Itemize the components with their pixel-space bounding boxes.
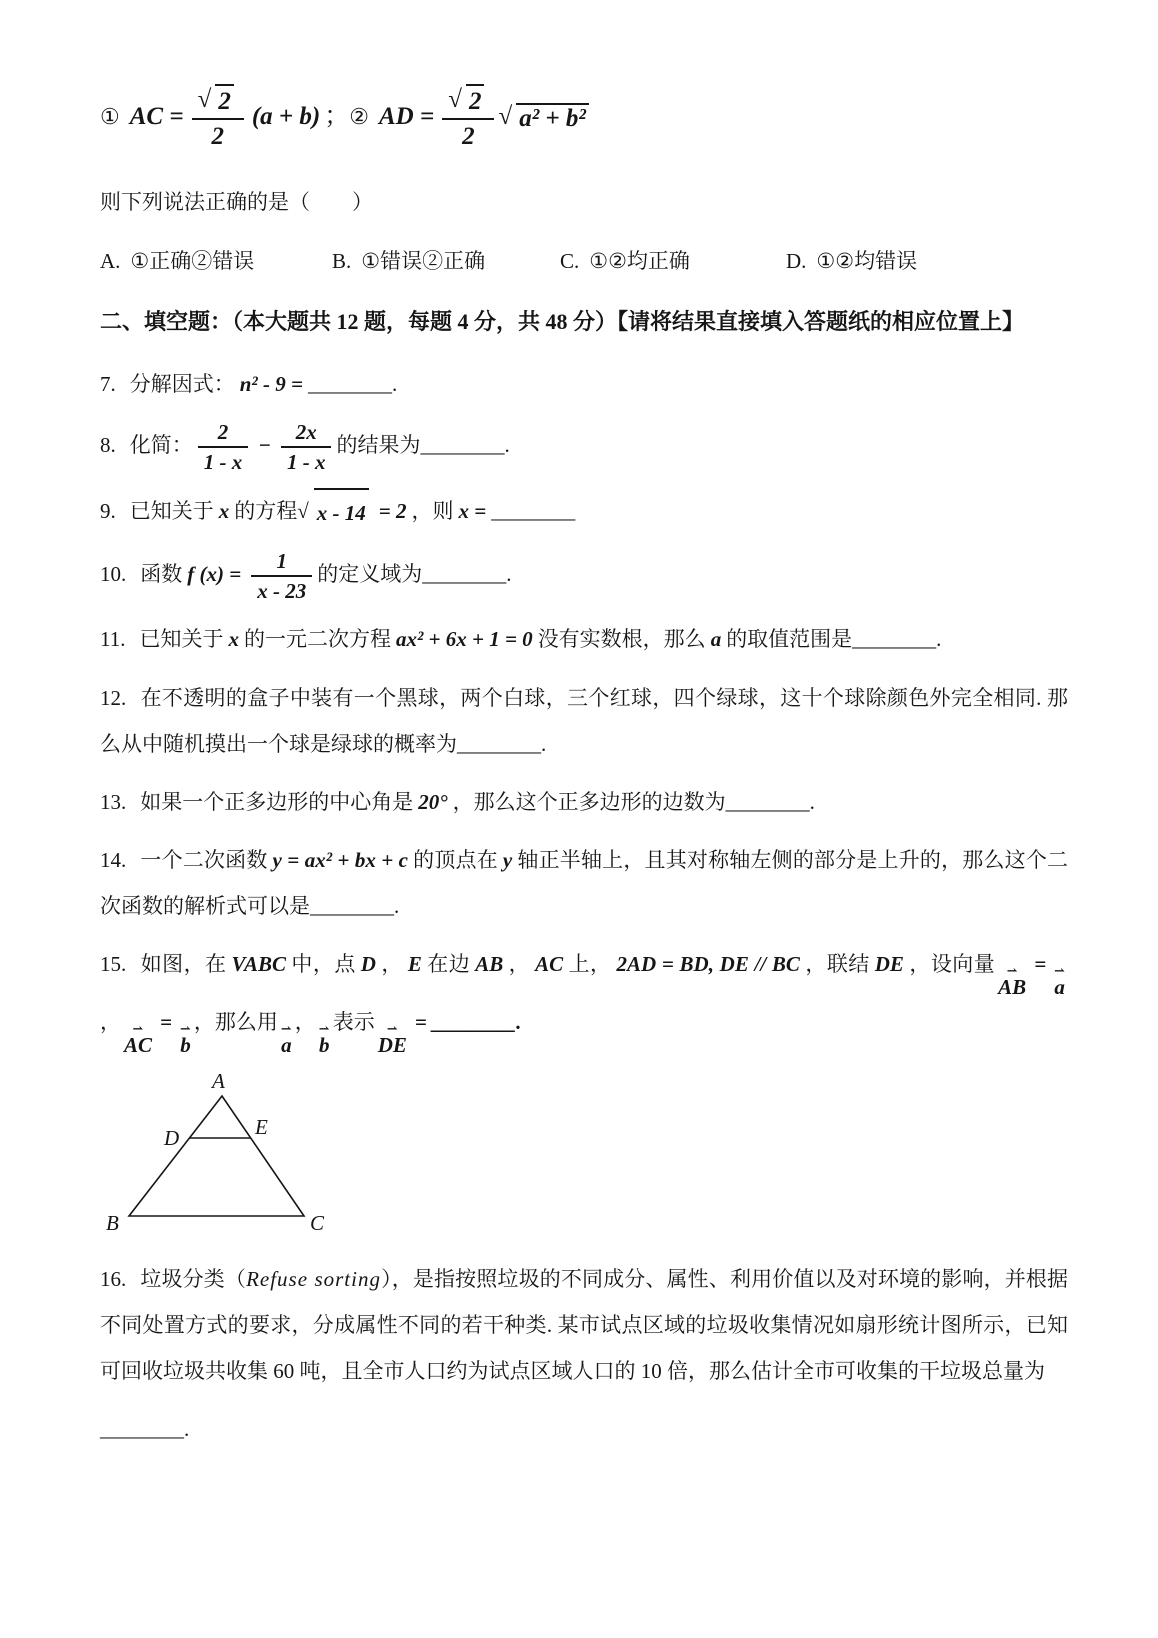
question-14-text-2: 的顶点在 (413, 848, 498, 873)
question-15-text-6: ，设向量 (908, 952, 996, 977)
vector-letter: a (1054, 975, 1065, 1000)
problem-6-formulas (100, 84, 1068, 153)
formula-separator: ； (324, 102, 350, 130)
formula-1-marker: ① (100, 103, 120, 129)
question-6-options (100, 239, 1068, 283)
vector-DE (377, 1020, 407, 1057)
question-14-text-1: 一个二次函数 (140, 848, 268, 873)
formula-2-lhs: AD = (378, 102, 435, 130)
central-angle-value: 20° (418, 789, 448, 814)
formula-2-marker: ② (349, 103, 369, 129)
sqrt-icon: √ (197, 86, 212, 113)
triangle-ABC-notation: VABC (231, 952, 286, 977)
vector-arrow-icon: ⇀ (1006, 963, 1018, 979)
formula-2-fraction (442, 84, 494, 153)
refuse-sorting-english: Refuse sorting (246, 1266, 381, 1291)
question-15-text-2: 中，点 (290, 952, 356, 977)
formula-2-radical (498, 103, 592, 133)
question-10-text-1: 函数 (140, 561, 183, 586)
fraction-denominator: 1 - x (203, 450, 243, 475)
question-13-text-2: ，那么这个正多边形的边数为________. (452, 789, 815, 814)
triangle-figure (104, 1068, 354, 1236)
formula-2-denominator: 2 (462, 123, 475, 151)
question-16-text-2: ），是指按照垃圾的不同成分、属性、利用价值以及对环境的影响，并根据不同处置方式的要求，分成属性不同的若干种类. 某市试点区域的垃圾收集情况如扇形统计图所示，已知可回收垃圾共收集 60 吨，且全市人口约为试点区域人口的 10 倍，那么估计全市可收集的干垃圾总量为 (100, 1266, 1069, 1383)
question-9 (100, 488, 1068, 536)
option-a[interactable] (100, 239, 332, 283)
vector-a (1054, 965, 1065, 998)
question-16-text-1: 垃圾分类（ (140, 1266, 247, 1291)
question-8-tail: 的结果为________. (336, 433, 510, 458)
question-15-text-3: 在边 (426, 952, 471, 977)
vector-letter: DE (377, 1032, 407, 1057)
question-15-text-8: 表示 (332, 1009, 375, 1034)
question-11-text-4: 的取值范围是________. (726, 627, 942, 652)
question-9-text-2: 的方程 (234, 498, 298, 523)
option-a-text: ①正确②错误 (130, 248, 255, 273)
triangle-ABC-outline (129, 1096, 304, 1216)
radicand: a² + b² (516, 103, 589, 133)
vector-letter: AB (998, 975, 1027, 1000)
question-12-text: 在不透明的盒子中装有一个黑球，两个白球，三个红球，四个绿球，这十个球除颜色外完全相同. 那么从中随机摸出一个球是绿球的概率为________. (100, 685, 1068, 756)
question-9-answer-lhs: x = (458, 498, 487, 523)
question-8-label: 化简： (129, 433, 193, 458)
point-label-D: D (164, 1125, 180, 1150)
question-10-number: 10. (100, 561, 127, 586)
vector-arrow-icon: ⇀ (1054, 963, 1066, 979)
question-12 (100, 675, 1068, 767)
option-b-label: B. (332, 248, 352, 273)
option-d[interactable] (786, 239, 1068, 283)
option-c-label: C. (560, 248, 580, 273)
question-7-number: 7. (100, 371, 116, 396)
vector-arrow-icon: ⇀ (318, 1020, 330, 1036)
question-15-figure (104, 1068, 1068, 1242)
question-15 (100, 941, 1068, 1055)
question-16 (100, 1256, 1068, 1395)
segment-DE-notation: DE (874, 952, 904, 977)
fraction-denominator: 1 - x (286, 450, 326, 475)
section-2-title: 二、填空题：（本大题共 12 题，每题 4 分，共 48 分）【请将结果直接填入答题纸的相应位置上】 (100, 308, 1025, 334)
question-7 (100, 361, 1068, 407)
fraction-numerator: 2x (281, 419, 332, 448)
vertex-label-B: B (106, 1210, 119, 1235)
option-b[interactable] (332, 239, 560, 283)
question-11-text-1: 已知关于 (139, 627, 224, 652)
fraction-denominator: x - 23 (257, 579, 307, 604)
quadratic-function: y = ax² + bx + c (272, 848, 408, 873)
comma: ， (380, 952, 403, 977)
question-10-tail: 的定义域为________. (317, 561, 512, 586)
minus-sign: − (258, 433, 271, 458)
fraction-numerator: 2 (198, 419, 249, 448)
question-15-answer-blank: = ________. (414, 1009, 522, 1034)
vector-letter: AC (124, 1032, 153, 1057)
vector-b (179, 1020, 191, 1057)
question-15-text-1: 如图，在 (140, 952, 227, 977)
vector-letter: a (281, 1032, 292, 1057)
comma: ， (294, 1009, 316, 1034)
variable-x: x (228, 627, 239, 652)
quadratic-equation: ax² + 6x + 1 = 0 (395, 627, 533, 652)
point-D: D (360, 952, 376, 977)
question-10-fraction (251, 548, 312, 605)
fraction-numerator: 1 (251, 548, 312, 577)
question-7-label: 分解因式： (129, 371, 235, 396)
vector-arrow-icon: ⇀ (179, 1020, 191, 1036)
question-8-fraction-2 (281, 419, 332, 476)
vector-letter: b (180, 1032, 191, 1057)
question-14-number: 14. (100, 848, 127, 873)
formula-1-fraction (192, 84, 244, 153)
vertex-label-C: C (310, 1210, 325, 1235)
equals-sign: = (160, 1009, 172, 1034)
question-7-expression: n² - 9 = (239, 371, 303, 396)
radicand: x - 14 (314, 488, 369, 536)
sqrt-expression (448, 84, 488, 117)
answer-blank: ________ (307, 371, 392, 396)
question-9-radical (297, 488, 374, 536)
variable-a: a (710, 627, 722, 652)
question-12-number: 12. (100, 685, 127, 710)
formula-1-denominator: 2 (211, 123, 224, 151)
vector-b (318, 1020, 330, 1057)
question-14-text-3: 轴正半轴上，且其对称轴左侧的部分是上升的，那么这个二次函数的解析式可以是________. (100, 848, 1069, 919)
question-7-end: . (391, 371, 398, 396)
question-16-answer-blank: ________. (100, 1417, 190, 1442)
function-notation: f (x) = (187, 561, 242, 586)
point-label-E: E (255, 1114, 268, 1139)
question-15-text-5: ，联结 (804, 952, 870, 977)
question-16-number: 16. (100, 1266, 127, 1291)
question-14 (100, 837, 1068, 929)
formula-2-numerator (442, 84, 494, 120)
question-9-equation-rhs: = 2 (378, 498, 407, 523)
formula-1-numerator (192, 84, 244, 120)
option-d-text: ①②均错误 (816, 248, 918, 273)
radicand: 2 (466, 84, 485, 117)
option-c[interactable] (560, 239, 786, 283)
variable-y: y (502, 848, 513, 873)
sqrt-icon: √ (448, 86, 462, 113)
option-b-text: ①错误②正确 (361, 248, 486, 273)
vector-arrow-icon: ⇀ (280, 1020, 292, 1036)
question-11-number: 11. (100, 627, 126, 652)
question-8-number: 8. (100, 433, 116, 458)
side-AB: AB (475, 952, 504, 977)
point-E: E (407, 952, 422, 977)
given-relations: 2AD = BD, DE // BC (616, 952, 800, 977)
question-11-text-2: 的一元二次方程 (243, 627, 391, 652)
question-15-text-7: ，那么用 (193, 1009, 278, 1034)
vector-arrow-icon: ⇀ (386, 1020, 398, 1036)
question-8-fraction-1 (198, 419, 249, 476)
question-13-number: 13. (100, 789, 127, 814)
vector-AB (998, 965, 1026, 998)
side-AC: AC (535, 952, 564, 977)
sqrt-icon: √ (297, 498, 309, 523)
comma: ， (508, 952, 531, 977)
question-15-text-4: 上， (568, 952, 612, 977)
option-d-label: D. (786, 248, 807, 273)
formula-1-tail: (a + b) (251, 102, 321, 130)
option-c-text: ①②均正确 (589, 248, 690, 273)
question-11 (100, 616, 1068, 662)
question-9-text-3: ，则 (411, 498, 454, 523)
question-9-text-1: 已知关于 (129, 498, 214, 523)
vertex-label-A: A (212, 1068, 225, 1093)
comma: ， (100, 1009, 121, 1034)
answer-blank: ________ (491, 498, 576, 523)
radicand: 2 (215, 84, 234, 117)
equals-sign: = (1034, 952, 1047, 977)
question-10 (100, 548, 1068, 605)
question-13-text-1: 如果一个正多边形的中心角是 (140, 789, 414, 814)
question-11-text-3: 没有实数根，那么 (537, 627, 706, 652)
question-6-stem: 则下列说法正确的是（ ） (100, 189, 373, 214)
option-a-label: A. (100, 248, 121, 273)
sqrt-icon: √ (498, 102, 513, 130)
question-8 (100, 419, 1068, 476)
question-9-number: 9. (100, 498, 116, 523)
vector-a (280, 1020, 292, 1057)
question-13 (100, 779, 1068, 825)
variable-x: x (218, 498, 230, 523)
question-15-number: 15. (100, 952, 127, 977)
vector-arrow-icon: ⇀ (132, 1020, 144, 1036)
sqrt-expression (198, 84, 238, 117)
vector-letter: b (319, 1032, 330, 1057)
formula-1-lhs: AC = (129, 102, 184, 130)
vector-AC (124, 1020, 153, 1057)
